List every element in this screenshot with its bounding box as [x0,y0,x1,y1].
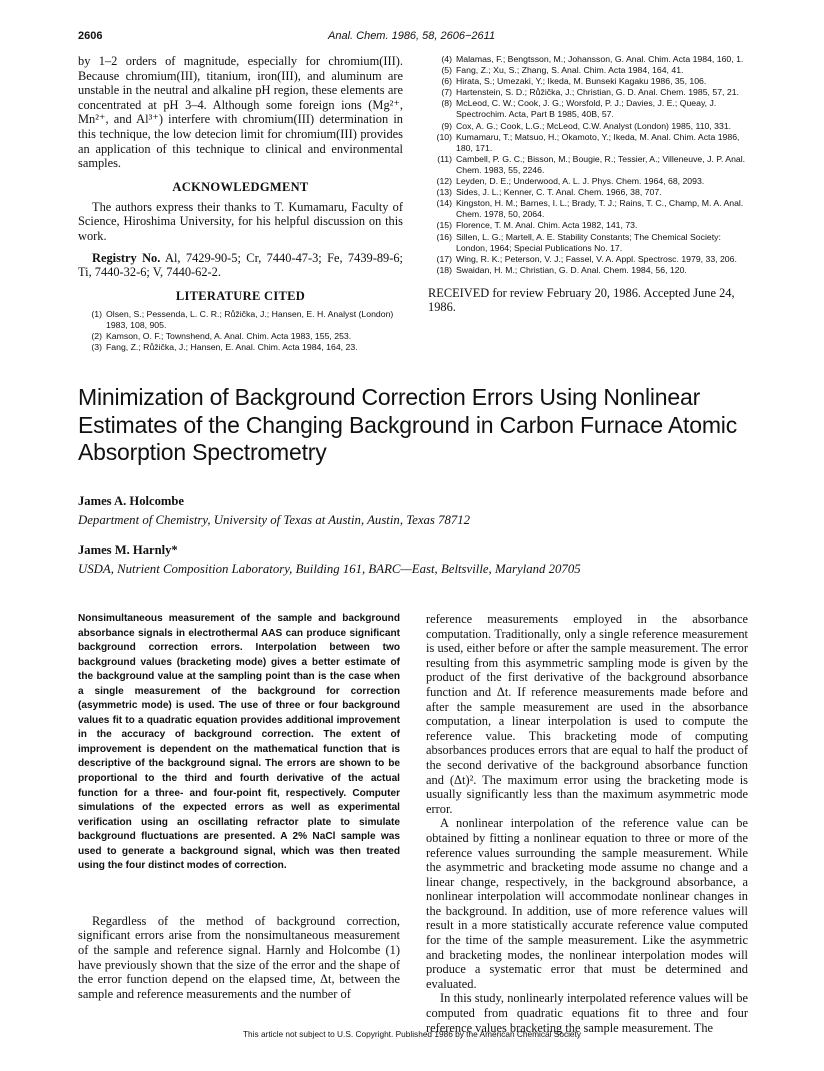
prev-article-right-column [428,54,748,315]
registry-label: Registry No. [92,250,161,265]
reference-item: (15) Florence, T. M. Anal. Chim. Acta 1982, 141, 73. [436,220,638,231]
article-left-column [78,612,400,1001]
author-name: James M. Harnly* [78,543,178,557]
registry-numbers [78,251,403,280]
acknowledgment-heading: ACKNOWLEDGMENT [172,179,309,194]
prev-article-closing-paragraph: by 1–2 orders of magnitude, especially for chromium(III). Because chromium(III), titanium, iron(III), and aluminum are unstable in the neutral and alkaline pH region, these elements are concentrated at pH 3–4. Although some foreign ions (Mg²⁺, Mn²⁺, and Al³⁺) interfere with chromium(III) determination in this technique, the low detecion limit for chromium(III) provides an application of this technique to clinical and environmental samples. [78,54,403,171]
reference-item: (1) Olsen, S.; Pessenda, L. C. R.; Růžička, J.; Hansen, E. H. Analyst (London) 1983, 108, 905. [91,308,394,330]
journal-citation: Anal. Chem. 1986, 58, 2606−2611 [328,30,496,42]
page-number: 2606 [78,30,103,42]
literature-cited-heading: LITERATURE CITED [175,288,306,303]
body-paragraph: In this study, nonlinearly interpolated reference values will be computed from quadratic equations fit to three and four reference values bracketing the sample measurement. The [426,991,748,1035]
reference-item: (12) Leyden, D. E.; Underwood, A. L. J. Phys. Chem. 1964, 68, 2093. [436,176,705,187]
article-right-column [426,612,748,1035]
reference-item: (3) Fang, Z.; Růžička, J.; Hansen, E. Anal. Chim. Acta 1984, 164, 23. [91,342,358,352]
body-paragraph: reference measurements employed in the absorbance computation. Traditionally, only a single reference measurement is used, either before or after the sample measurement. The error resulting from this asymmetric sampling mode is given by the product of the first derivative of the background absorbance function and Δt. If reference measurements made before and after the sample measurement are used in the absorbance computation, a linear interpolation is used to compute the reference value. This bracketing mode of computing absorbances produces errors that are equal to half the product of the second derivative of the background absorbance function and (Δt)². The maximum error using the bracketing mode is usually significantly less than the maximum asymmetric mode error. [426,612,748,816]
reference-item: (10) Kumamaru, T.; Matsuo, H.; Okamoto, Y.; Ikeda, M. Anal. Chim. Acta 1986, 180, 171. [436,131,740,153]
acknowledgment-text: The authors express their thanks to T. Kumamaru, Faculty of Science, Hiroshima University, for his helpful discussion on this work. [78,199,403,243]
author-affiliation: Department of Chemistry, University of Texas at Austin, Austin, Texas 78712 [78,513,471,527]
registry-text: Al, 7429-90-5; Cr, 7440-47-3; Fe, 7439-89-6; Ti, 7440-32-6; V, 7440-62-2. [78,250,403,280]
reference-item: (7) Hartenstein, S. D.; Růžička, J.; Christian, G. D. Anal. Chem. 1985, 57, 21. [441,87,739,98]
running-header [78,30,746,46]
copyright-footer: This article not subject to U.S. Copyright. Published 1986 by the American Chemical Society [242,1029,582,1039]
author-affiliation: USDA, Nutrient Composition Laboratory, Building 161, BARC—East, Beltsville, Maryland 20705 [78,562,581,576]
body-paragraph: A nonlinear interpolation of the reference value can be obtained by fitting a nonlinear equation to three or more of the reference values surrounding the sample measurement. While the asymmetric and bracketing mode assume no change and a linear change, respectively, in the background absorbance, a nonlinear interpolation will accommodate nonlinear changes in the background. In addition, use of more reference values will result in a more statistically accurate reference value computed for the time of the sample measurement. Like the asymmetric and bracketing modes, the nonlinear interpolation modes will produce a systematic error that must be determined and evaluated. [426,816,748,991]
reference-item: (6) Hirata, S.; Umezaki, Y.; Ikeda, M. Bunseki Kagaku 1986, 35, 106. [441,76,707,87]
reference-item: (11) Cambell, P. G. C.; Bisson, M.; Bougie, R.; Tessier, A.; Villeneuve, J. P. Anal. Chem. 1983, 55, 2246. [437,153,746,175]
author-name: James A. Holcombe [78,494,184,508]
reference-item: (16) Sillen, L. G.; Martell, A. E. Stability Constants; The Chemical Society: London, 1964; Special Publications No. 17. [436,231,721,253]
reference-item: (4) Malamas, F.; Bengtsson, M.; Johansson, G. Anal. Chim. Acta 1984, 160, 1. [441,54,744,64]
reference-item: (17) Wing, R. K.; Peterson, V. J.; Fassel, V. A. Appl. Spectrosc. 1979, 33, 206. [436,253,737,264]
reference-item: (2) Kamson, O. F.; Townshend, A. Anal. Chim. Acta 1983, 155, 253. [91,330,352,341]
reference-item: (9) Cox, A. G.; Cook, L.G.; McLeod, C.W. Analyst (London) 1985, 110, 331. [441,120,732,131]
reference-item: (14) Kingston, H. M.; Barnes, I. L.; Brady, T. J.; Rains, T. C., Champ, M. A. Anal. Chem. 1978, 50, 2064. [436,198,744,220]
prev-article-left-column [78,54,403,353]
reference-list-left [78,309,403,353]
reference-item: (18) Swaidan, H. M.; Christian, G. D. Anal. Chem. 1984, 56, 120. [436,264,687,275]
received-note: RECEIVED for review February 20, 1986. Accepted June 24, 1986. [428,285,735,315]
reference-item: (8) McLeod, C. W.; Cook, J. G.; Worsfold, P. J.; Davies, J. E.; Queay, J. Spectrochim. Acta, Part B 1985, 40B, 57. [441,98,717,120]
introduction-paragraph: Regardless of the method of background correction, significant errors arise from the nonsimultaneous measurement of the sample and reference signal. Harnly and Holcombe (1) have previously shown that the size of the error and the shape of the error function depend on the elapsed time, Δt, between the sample and reference measurements and the number of [78,913,400,1001]
reference-item: (13) Sides, J. L.; Kenner, C. T. Anal. Chem. 1966, 38, 707. [436,187,662,198]
reference-list-right [428,54,748,276]
article-title: Minimization of Background Correction Errors Using Nonlinear Estimates of the Changing Background in Carbon Furnace Atomic Absorption Spectrometry [78,384,738,465]
reference-item: (5) Fang, Z.; Xu, S.; Zhang, S. Anal. Chim. Acta 1984, 164, 41. [441,65,684,76]
abstract: Nonsimultaneous measurement of the sample and background absorbance signals in electrothermal AAS can produce significant background correction errors. Interpolation between two background values (bracketing mode) gives a better estimate of the background value at the sampling point than is the case when a single measurement of the background for correction (asymmetric mode) is used. The use of three or four background values fit to a quadratic equation provides additional improvement in the accuracy of background correction. The extent of improvement is dependent on the mathematical function that is descriptive of the background signal. The errors are shown to be proportional to the third and fourth derivative of the actual function for a three- and four-point fit, respectively. Computer simulations of the expected errors as well as experimental verification using an oscillating refractor plate to simulate background fluctuations are presented. A 2% NaCl sample was used to generate a background signal, which was then treated using the four distinct modes of correction. [78,613,400,872]
